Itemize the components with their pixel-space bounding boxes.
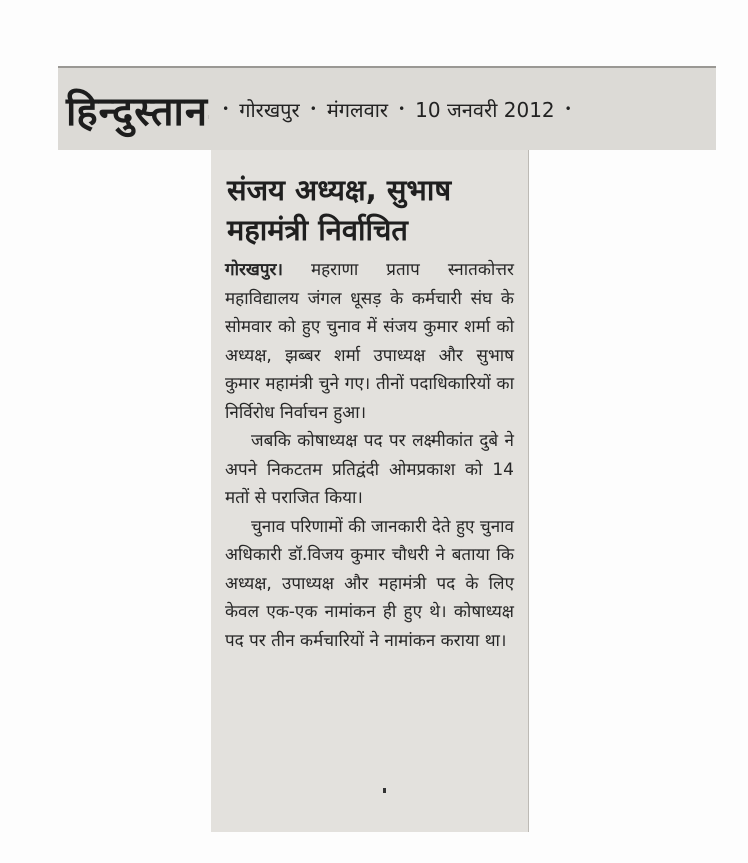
headline-line-1: संजय अध्यक्ष, सुभाष (227, 173, 452, 207)
article-paragraph-1 (225, 256, 514, 427)
paragraph-1-text: महराणा प्रताप स्नातकोत्तर महाविद्यालय जंगल धूसड़ के कर्मचारी संघ के सोमवार को हुए चुनाव में संजय कुमार शर्मा को अध्यक्ष, झब्बर शर्मा उपाध्यक्ष और सुभाष कुमार महामंत्री चुने गए। तीनों पदाधिकारियों का निर्विरोध निर्वाचन हुआ। (225, 260, 514, 423)
article-clipping (211, 150, 529, 832)
newspaper-title: हिन्दुस्तान (66, 88, 209, 135)
bullet-separator: • (222, 102, 230, 116)
newspaper-masthead (58, 66, 716, 150)
masthead-city: गोरखपुर (239, 97, 300, 122)
masthead-date: 10 जनवरी 2012 (415, 97, 555, 122)
bullet-separator: • (309, 102, 317, 116)
article-paragraph-2: जबकि कोषाध्यक्ष पद पर लक्ष्मीकांत दुबे ने अपने निकटतम प्रतिद्वंदी ओमप्रकाश को 14 मतों से पराजित किया। (225, 431, 514, 508)
article-headline (227, 170, 514, 250)
bullet-separator: • (398, 102, 406, 116)
masthead-day: मंगलवार (326, 97, 389, 122)
scan-speck (383, 788, 386, 793)
bullet-separator: • (564, 102, 572, 116)
headline-line-2: महामंत्री निर्वाचित (227, 213, 408, 247)
article-body (225, 256, 514, 655)
article-paragraph-3: चुनाव परिणामों की जानकारी देते हुए चुनाव अधिकारी डॉ.विजय कुमार चौधरी ने बताया कि अध्यक्ष, उपाध्यक्ष और महामंत्री पद के लिए केवल एक-एक नामांकन ही हुए थे। कोषाध्यक्ष पद पर तीन कर्मचारियों ने नामांकन कराया था। (225, 516, 514, 651)
masthead-meta (222, 96, 572, 123)
dateline: गोरखपुर। (225, 260, 283, 280)
